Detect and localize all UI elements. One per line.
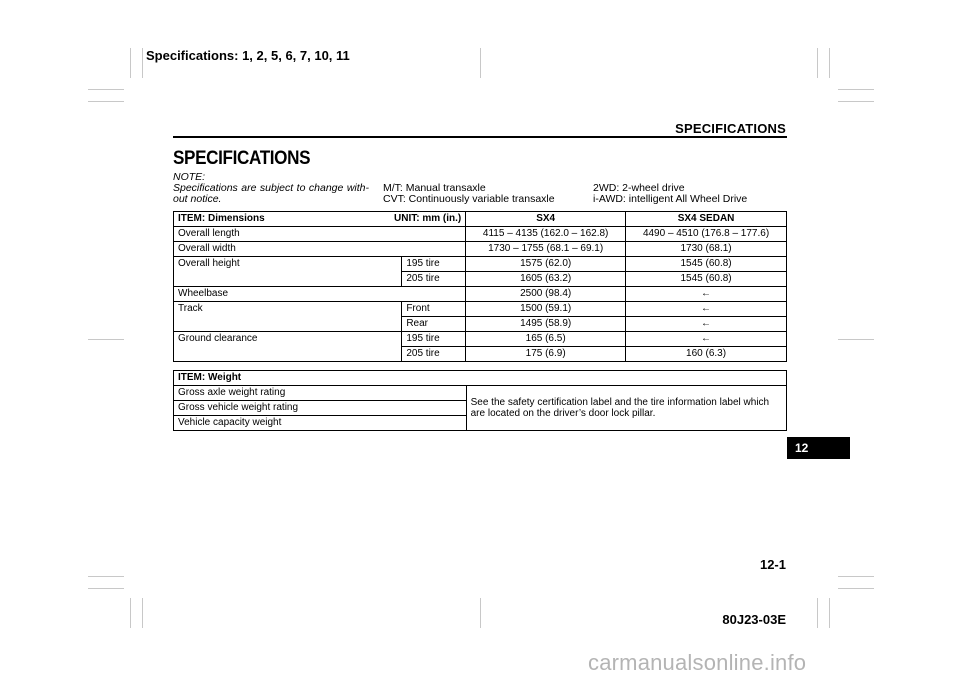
page-number: 12-1 — [759, 557, 786, 572]
cell-sx4: 4115 – 4135 (162.0 – 162.8) — [466, 227, 626, 242]
abbr-mt: M/T: Manual transaxle — [383, 182, 486, 194]
crop-mark — [142, 598, 143, 628]
table-row — [174, 386, 787, 401]
abbr-cvt: CVT: Continuously variable transaxle — [383, 193, 555, 205]
crop-mark — [829, 598, 830, 628]
crop-mark — [130, 598, 131, 628]
row-sub-label: 195 tire — [402, 332, 466, 347]
crop-mark — [88, 89, 124, 90]
cell-sx4: 165 (6.5) — [466, 332, 626, 347]
crop-mark — [480, 598, 481, 628]
cell-sedan: ← — [626, 317, 787, 332]
table-header-row — [174, 371, 787, 386]
row-sub-label: Rear — [402, 317, 466, 332]
weight-table — [173, 370, 787, 431]
row-label: Gross vehicle weight rating — [174, 401, 467, 416]
cell-sedan: ← — [626, 332, 787, 347]
cell-sx4: 1575 (62.0) — [466, 257, 626, 272]
crop-mark — [88, 576, 124, 577]
header-item: ITEM: Dimensions — [178, 213, 265, 224]
col-sx4-sedan: SX4 SEDAN — [626, 212, 787, 227]
crop-mark — [838, 89, 874, 90]
row-sub-label: 205 tire — [402, 347, 466, 362]
row-label: Overall length — [174, 227, 466, 242]
cell-sedan: 1730 (68.1) — [626, 242, 787, 257]
row-label: Wheelbase — [174, 287, 466, 302]
cell-sx4: 2500 (98.4) — [466, 287, 626, 302]
row-sub-label: 195 tire — [402, 257, 466, 272]
crop-mark — [838, 101, 874, 102]
crop-mark — [142, 48, 143, 78]
row-label: Ground clearance — [174, 332, 402, 362]
header-unit: UNIT: mm (in.) — [394, 213, 462, 224]
row-label: Gross axle weight rating — [174, 386, 467, 401]
table-header-row — [174, 212, 787, 227]
document-code: 80J23-03E — [722, 612, 786, 627]
row-label: Overall width — [174, 242, 466, 257]
row-sub-label: Front — [402, 302, 466, 317]
abbr-2wd: 2WD: 2-wheel drive — [593, 182, 685, 194]
cell-sx4: 1605 (63.2) — [466, 272, 626, 287]
cell-sedan: 1545 (60.8) — [626, 272, 787, 287]
col-sx4: SX4 — [466, 212, 626, 227]
crop-mark — [88, 101, 124, 102]
specifications-list-label: Specifications: 1, 2, 5, 6, 7, 10, 11 — [146, 48, 350, 63]
crop-mark — [130, 48, 131, 78]
cell-sedan: 1545 (60.8) — [626, 257, 787, 272]
row-label: Overall height — [174, 257, 402, 287]
crop-mark — [88, 339, 124, 340]
cell-sedan: 4490 – 4510 (176.8 – 177.6) — [626, 227, 787, 242]
crop-mark — [817, 598, 818, 628]
abbreviations-drive — [593, 172, 747, 205]
table-row — [174, 332, 787, 347]
cell-sx4: 1730 – 1755 (68.1 – 69.1) — [466, 242, 626, 257]
table-row — [174, 242, 787, 257]
note-block — [173, 172, 369, 205]
row-sub-label: 205 tire — [402, 272, 466, 287]
cell-sedan: ← — [626, 302, 787, 317]
table-row — [174, 287, 787, 302]
cell-sedan: ← — [626, 287, 787, 302]
row-label: Vehicle capacity weight — [174, 416, 467, 431]
crop-mark — [480, 48, 481, 78]
weight-header: ITEM: Weight — [174, 371, 787, 386]
table-row — [174, 257, 787, 272]
abbr-iawd: i-AWD: intelligent All Wheel Drive — [593, 193, 748, 205]
watermark: carmanualsonline.info — [588, 650, 807, 675]
cell-sx4: 1495 (58.9) — [466, 317, 626, 332]
chapter-tab: 12 — [787, 437, 850, 459]
note-label: NOTE: — [173, 171, 206, 183]
crop-mark — [838, 576, 874, 577]
table-row — [174, 302, 787, 317]
cell-sx4: 175 (6.9) — [466, 347, 626, 362]
crop-mark — [829, 48, 830, 78]
cell-sedan: 160 (6.3) — [626, 347, 787, 362]
cell-sx4: 1500 (59.1) — [466, 302, 626, 317]
table-row — [174, 227, 787, 242]
row-label: Track — [174, 302, 402, 332]
crop-mark — [88, 588, 124, 589]
dimensions-table — [173, 211, 787, 362]
abbreviations-transaxle — [383, 172, 555, 205]
header-rule — [173, 136, 787, 138]
note-line-1: Specifications are subject to change with- — [173, 182, 369, 194]
running-head: SPECIFICATIONS — [675, 121, 786, 136]
crop-mark — [817, 48, 818, 78]
crop-mark — [838, 588, 874, 589]
weight-note: See the safety certification label and the tire information label which are located on the driver’s door lock pillar. — [466, 386, 786, 431]
note-line-2: out notice. — [173, 193, 222, 205]
page-title: SPECIFICATIONS — [173, 148, 311, 169]
dimensions-header — [174, 212, 466, 227]
crop-mark — [838, 339, 874, 340]
